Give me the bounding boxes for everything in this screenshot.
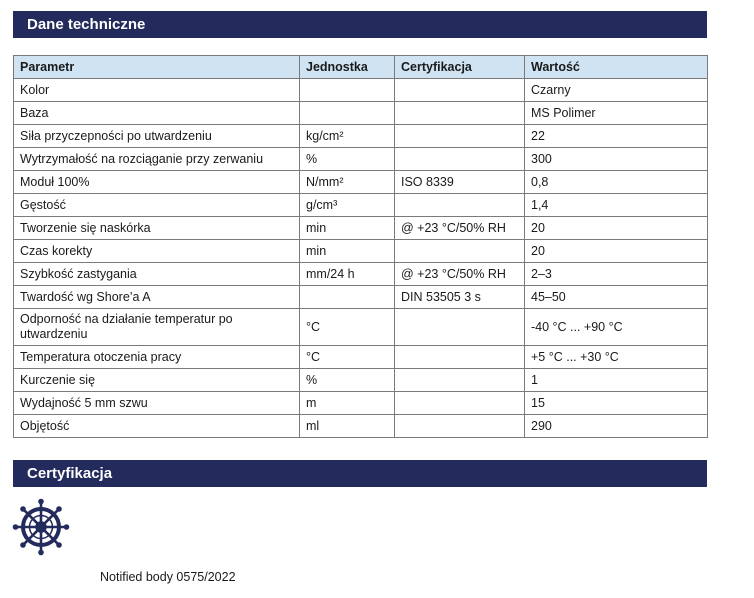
cell-unit: °C: [300, 346, 395, 369]
cell-parameter: Odporność na działanie temperatur po utwardzeniu: [14, 309, 300, 346]
cell-parameter: Moduł 100%: [14, 171, 300, 194]
cell-parameter: Temperatura otoczenia pracy: [14, 346, 300, 369]
section-title-certification: Certyfikacja: [27, 465, 113, 482]
ship-wheel-icon: [12, 498, 70, 556]
cell-value: 45–50: [525, 286, 708, 309]
cell-unit: min: [300, 217, 395, 240]
cell-certification: [395, 392, 525, 415]
cell-parameter: Szybkość zastygania: [14, 263, 300, 286]
section-bar-certification: [13, 460, 707, 487]
cell-unit: kg/cm²: [300, 125, 395, 148]
cell-parameter: Wydajność 5 mm szwu: [14, 392, 300, 415]
cell-value: 1: [525, 369, 708, 392]
cell-value: +5 °C ... +30 °C: [525, 346, 708, 369]
cell-certification: DIN 53505 3 s: [395, 286, 525, 309]
cell-unit: [300, 79, 395, 102]
cell-certification: [395, 369, 525, 392]
section-bar-technical-data: [13, 11, 707, 38]
table-row: [14, 148, 708, 171]
cell-unit: m: [300, 392, 395, 415]
cell-unit: min: [300, 240, 395, 263]
cell-value: 300: [525, 148, 708, 171]
cell-parameter: Kolor: [14, 79, 300, 102]
cell-unit: %: [300, 369, 395, 392]
cell-certification: ISO 8339: [395, 171, 525, 194]
header-unit: Jednostka: [300, 56, 395, 79]
section-title-technical-data: Dane techniczne: [27, 16, 146, 33]
cell-value: 22: [525, 125, 708, 148]
cell-certification: [395, 102, 525, 125]
technical-data-table: [13, 55, 708, 438]
table-row: [14, 102, 708, 125]
cell-parameter: Objętość: [14, 415, 300, 438]
cell-certification: @ +23 °C/50% RH: [395, 217, 525, 240]
cell-certification: [395, 346, 525, 369]
table-row: [14, 369, 708, 392]
cell-parameter: Siła przyczepności po utwardzeniu: [14, 125, 300, 148]
cell-value: 20: [525, 217, 708, 240]
cell-parameter: Kurczenie się: [14, 369, 300, 392]
cell-value: 2–3: [525, 263, 708, 286]
table-row: [14, 79, 708, 102]
cell-parameter: Gęstość: [14, 194, 300, 217]
cell-value: -40 °C ... +90 °C: [525, 309, 708, 346]
cell-unit: %: [300, 148, 395, 171]
cell-certification: [395, 309, 525, 346]
table-row: [14, 392, 708, 415]
cell-parameter: Wytrzymałość na rozciąganie przy zerwaniu: [14, 148, 300, 171]
header-parameter: Parametr: [14, 56, 300, 79]
table-row: [14, 171, 708, 194]
table-row: [14, 346, 708, 369]
cell-certification: [395, 194, 525, 217]
cell-value: 290: [525, 415, 708, 438]
table-row: [14, 217, 708, 240]
header-value: Wartość: [525, 56, 708, 79]
table-header-row: [14, 56, 708, 79]
cell-parameter: Twardość wg Shore’a A: [14, 286, 300, 309]
cell-unit: ml: [300, 415, 395, 438]
cell-certification: @ +23 °C/50% RH: [395, 263, 525, 286]
cell-unit: g/cm³: [300, 194, 395, 217]
table-row: [14, 286, 708, 309]
cell-unit: N/mm²: [300, 171, 395, 194]
cell-value: 15: [525, 392, 708, 415]
cell-unit: mm/24 h: [300, 263, 395, 286]
cell-certification: [395, 125, 525, 148]
table-row: [14, 240, 708, 263]
cell-value: 20: [525, 240, 708, 263]
cell-value: 1,4: [525, 194, 708, 217]
cell-parameter: Baza: [14, 102, 300, 125]
cell-unit: °C: [300, 309, 395, 346]
cell-value: 0,8: [525, 171, 708, 194]
cell-certification: [395, 148, 525, 171]
cell-value: Czarny: [525, 79, 708, 102]
cell-value: MS Polimer: [525, 102, 708, 125]
table-row: [14, 125, 708, 148]
cell-parameter: Tworzenie się naskórka: [14, 217, 300, 240]
table-row: [14, 415, 708, 438]
table-row: [14, 194, 708, 217]
table-row: [14, 263, 708, 286]
notified-body-text: Notified body 0575/2022: [100, 570, 236, 584]
header-certification: Certyfikacja: [395, 56, 525, 79]
cell-certification: [395, 79, 525, 102]
table-row: [14, 309, 708, 346]
cell-unit: [300, 286, 395, 309]
cell-certification: [395, 415, 525, 438]
cell-parameter: Czas korekty: [14, 240, 300, 263]
cell-certification: [395, 240, 525, 263]
cell-unit: [300, 102, 395, 125]
